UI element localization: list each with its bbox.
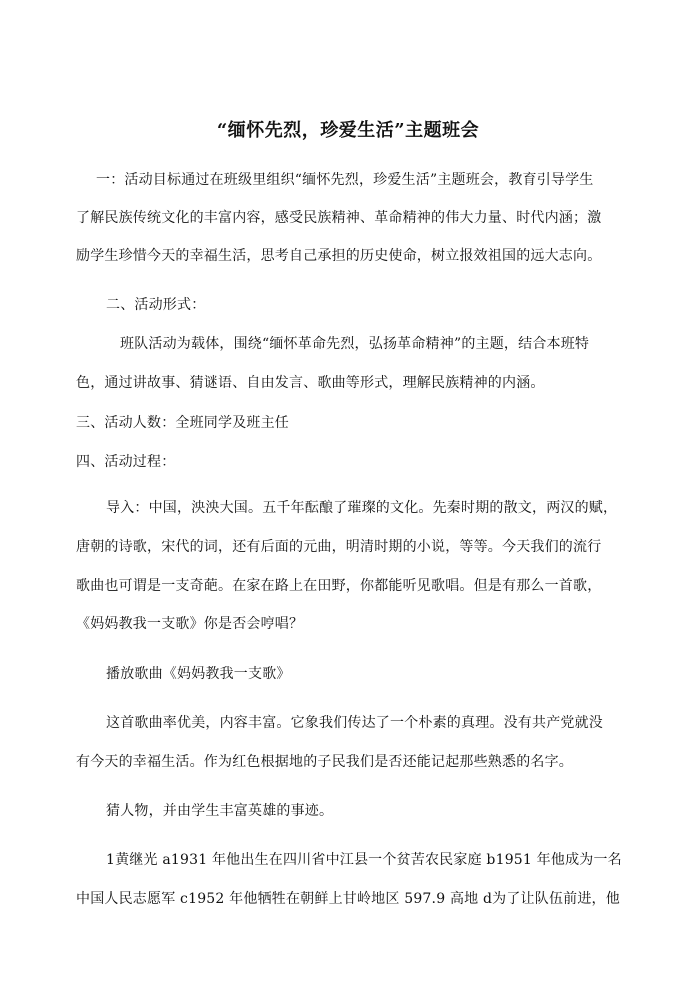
hero-clue-line-2: 中国人民志愿军 c1952 年他牺牲在朝鲜上甘岭地区 597.9 高地 d为了让队伍前进，他 [76, 891, 620, 907]
page-title: “缅怀先烈，珍爱生活”主题班会 [216, 120, 480, 141]
intro-line-2: 唐朝的诗歌，宋代的词，还有后面的元曲，明清时期的小说，等等。今天我们的流行 [76, 539, 602, 555]
form-line-1: 班队活动为载体，围绕“缅怀革命先烈，弘扬革命精神”的主题，结合本班特 [120, 336, 590, 352]
section-heading-process: 四、活动过程： [76, 454, 176, 470]
section-heading-form: 二、活动形式： [106, 297, 206, 313]
song-comment-line-2: 有今天的幸福生活。作为红色根据地的子民我们是否还能记起那些熟悉的名字。 [76, 754, 573, 770]
objective-line-1: 一：活动目标通过在班级里组织“缅怀先烈，珍爱生活”主题班会，教育引导学生 [96, 172, 594, 188]
hero-clue-line-1: 1黄继光 a1931 年他出生在四川省中江县一个贫苦农民家庭 b1951 年他成为一名 [106, 852, 622, 868]
intro-line-3: 歌曲也可谓是一支奇葩。在家在路上在田野，你都能听见歌唱。但是有那么一首歌， [76, 578, 602, 594]
song-comment-line-1: 这首歌曲率优美，内容丰富。它象我们传达了一个朴素的真理。没有共产党就没 [106, 715, 603, 731]
form-line-2: 色，通过讲故事、猜谜语、自由发言、歌曲等形式，理解民族精神的内涵。 [76, 375, 545, 391]
play-song-line: 播放歌曲《妈妈教我一支歌》 [106, 666, 291, 682]
section-heading-participants: 三、活动人数：全班同学及班主任 [76, 415, 289, 431]
guess-figure-line: 猜人物，并由学生丰富英雄的事迹。 [106, 803, 334, 819]
intro-line-1: 导入：中国，泱泱大国。五千年酝酿了璀璨的文化。先秦时期的散文，两汉的赋， [106, 500, 618, 516]
intro-line-4: 《妈妈教我一支歌》你是否会哼唱？ [76, 616, 304, 632]
objective-line-3: 励学生珍惜今天的幸福生活，思考自己承担的历史使命，树立报效祖国的远大志向。 [76, 248, 602, 264]
objective-line-2: 了解民族传统文化的丰富内容，感受民族精神、革命精神的伟大力量、时代内涵；激 [76, 210, 602, 226]
